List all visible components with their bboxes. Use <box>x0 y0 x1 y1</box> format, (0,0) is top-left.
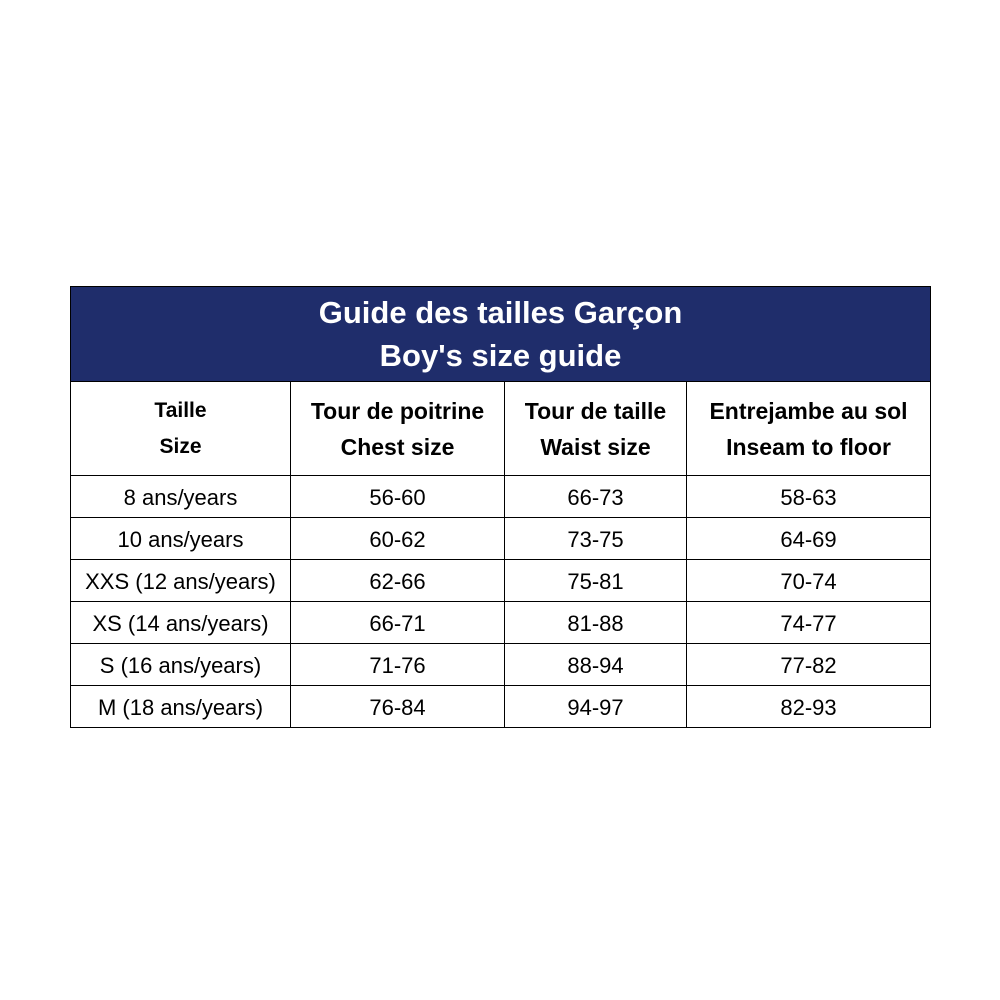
column-header-inseam-fr: Entrejambe au sol <box>709 397 908 424</box>
waist-cell: 81-88 <box>505 602 687 644</box>
size-cell: M (18 ans/years) <box>71 686 291 728</box>
table-row <box>71 602 931 644</box>
chest-cell: 60-62 <box>291 518 505 560</box>
column-header-row <box>71 382 931 476</box>
size-cell: XS (14 ans/years) <box>71 602 291 644</box>
table-row <box>71 644 931 686</box>
inseam-cell: 77-82 <box>687 644 931 686</box>
size-cell: S (16 ans/years) <box>71 644 291 686</box>
column-header-waist-fr: Tour de taille <box>524 397 667 424</box>
table-title <box>71 287 931 382</box>
waist-cell: 75-81 <box>505 560 687 602</box>
size-cell: XXS (12 ans/years) <box>71 560 291 602</box>
size-cell: 10 ans/years <box>71 518 291 560</box>
waist-cell: 66-73 <box>505 476 687 518</box>
column-header-size-fr: Taille <box>154 398 207 422</box>
chest-cell: 56-60 <box>291 476 505 518</box>
title-french: Guide des tailles Garçon <box>318 295 683 330</box>
column-header-chest-fr: Tour de poitrine <box>310 397 485 424</box>
waist-cell: 88-94 <box>505 644 687 686</box>
chest-cell: 62-66 <box>291 560 505 602</box>
waist-cell: 73-75 <box>505 518 687 560</box>
inseam-cell: 74-77 <box>687 602 931 644</box>
table-row <box>71 476 931 518</box>
inseam-cell: 64-69 <box>687 518 931 560</box>
chest-cell: 76-84 <box>291 686 505 728</box>
table-row <box>71 518 931 560</box>
chest-cell: 66-71 <box>291 602 505 644</box>
column-header-inseam <box>687 382 931 476</box>
waist-cell: 94-97 <box>505 686 687 728</box>
column-header-waist <box>505 382 687 476</box>
title-row <box>71 287 931 382</box>
column-header-chest <box>291 382 505 476</box>
column-header-size <box>71 382 291 476</box>
chest-cell: 71-76 <box>291 644 505 686</box>
column-header-inseam-en: Inseam to floor <box>726 433 891 460</box>
size-guide-table <box>70 286 931 728</box>
inseam-cell: 82-93 <box>687 686 931 728</box>
title-english: Boy's size guide <box>379 338 622 373</box>
size-cell: 8 ans/years <box>71 476 291 518</box>
table-row <box>71 560 931 602</box>
inseam-cell: 58-63 <box>687 476 931 518</box>
inseam-cell: 70-74 <box>687 560 931 602</box>
column-header-waist-en: Waist size <box>540 433 651 460</box>
column-header-size-en: Size <box>159 434 202 458</box>
table-row <box>71 686 931 728</box>
column-header-chest-en: Chest size <box>340 433 455 460</box>
